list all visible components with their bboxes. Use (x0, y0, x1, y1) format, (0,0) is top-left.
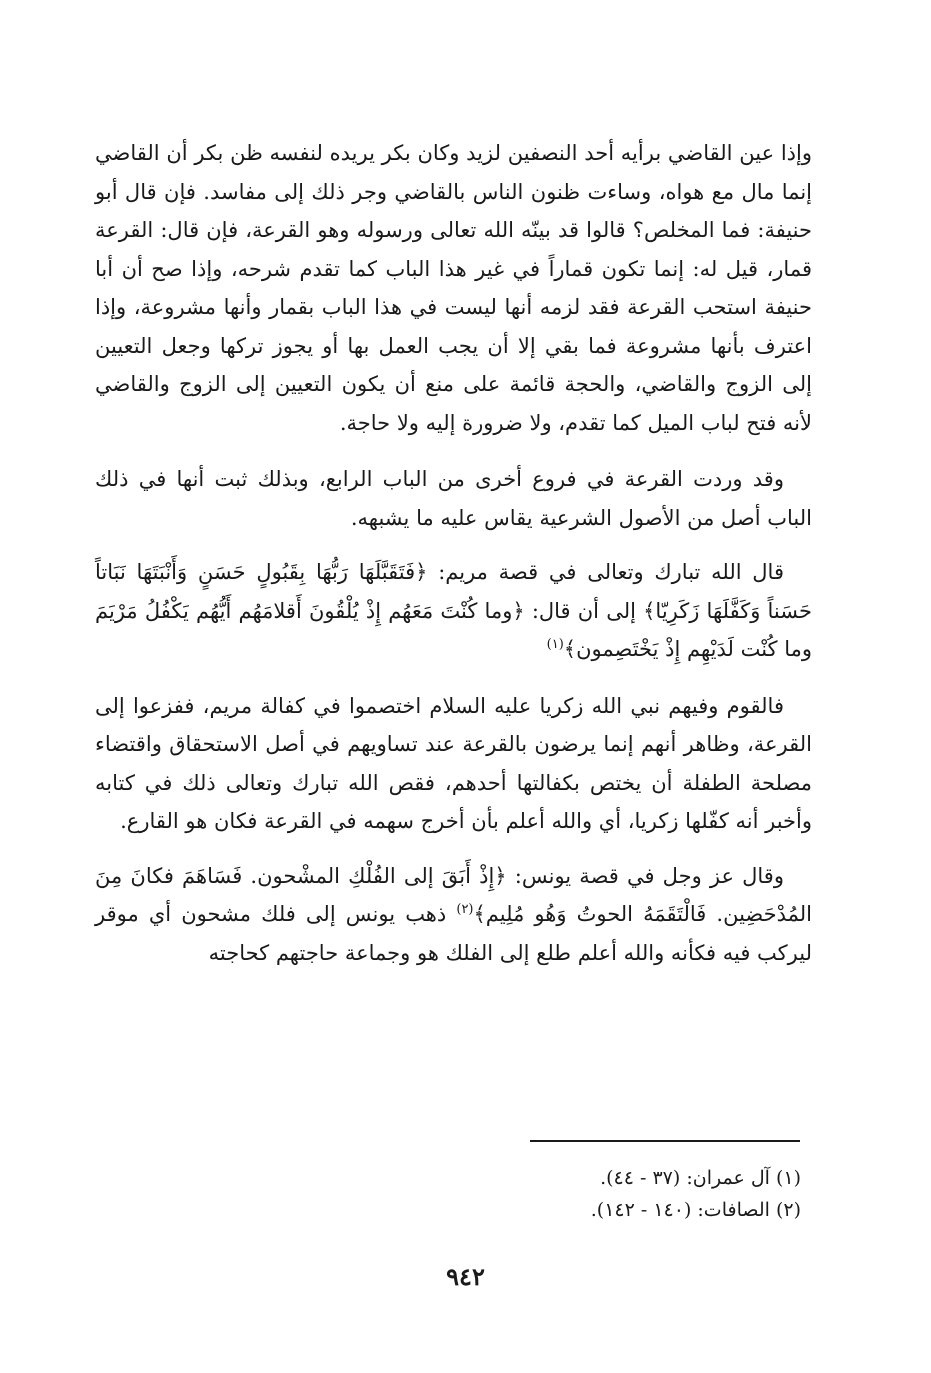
yunus-after: ذهب يونس إلى فلك مشحون أي موقر ليركب فيه فكأنه والله أعلم طلع إلى الفلك هو وجماعة حاجتهم كحاجته (95, 902, 812, 965)
quran-verse-yunus: ﴿إِذْ أَبَقَ إلى الفُلْكِ المشْحون. فَسَاهَمَ فكانَ مِنَ المُدْحَضِين. فَالْتَقَمَهُ الحوتُ وَهُو مُلِيم﴾ (95, 863, 813, 926)
page-number: ٩٤٢ (446, 1262, 485, 1291)
footnote-2: (٢) الصافات: (١٤٠ - ١٤٢). (590, 1199, 801, 1221)
quote-intro: قال الله تبارك وتعالى في قصة مريم: (427, 560, 784, 584)
footnotes-block (301, 1162, 801, 1226)
quote-middle: إلى أن قال: (524, 598, 644, 623)
yunus-intro: وقال عز وجل في قصة يونس: (506, 863, 784, 888)
quran-verse-2: ﴿وما كُنْتَ مَعَهُم إِذْ يُلْقُونَ أَقلامَهُم أَيُّهُم يَكْفُلُ مَرْيَمَ وما كُنْت لَدَيْهِم إِذْ يَخْتَصِمون﴾ (95, 598, 812, 661)
footnote-1: (١) آل عمران: (٣٧ - ٤٤). (600, 1167, 801, 1189)
paragraph-2: وقد وردت القرعة في فروع أخرى من الباب الرابع، وبذلك ثبت أنها في ذلك الباب أصل من الأصول الشرعية يقاس عليه ما يشبهه. (95, 467, 812, 530)
quran-verse-1: ﴿فَتَقَبَّلَهَا رَبُّهَا بِقَبُولٍ حَسَنٍ وَأَنْبَتَهَا نَبَاتاً حَسَناً وَكَفَّلَهَا زَكَرِيّا﴾ (95, 560, 812, 623)
paragraph-maryam-quote (95, 553, 812, 669)
paragraph-1: وإذا عين القاضي برأيه أحد النصفين لزيد وكان بكر يريده لنفسه ظن بكر أن القاضي إنما مال مع هواه، وساءت ظنون الناس بالقاضي وجر ذلك إلى مفاسد. فإن قال أبو حنيفة: فما المخلص؟ قالوا قد بينّه الله تعالى ورسوله وهو القرعة، فإن قال: القرعة قمار، قيل له: إنما تكون قماراً في غير هذا الباب كما تقدم شرحه، وإذا صح أن أبا حنيفة استحب القرعة فقد لزمه أنها ليست في هذا الباب بقمار وأنها مشروعة، وإذا اعترف بأنها مشروعة فما بقي إلا أن يجب العمل بها أو يجوز تركها وجعل التعيين إلى الزوج والقاضي، والحجة قائمة على منع أن يكون التعيين إلى الزوج والقاضي لأنه فتح لباب الميل كما تقدم، ولا ضرورة إليه ولا حاجة. (95, 141, 813, 435)
paragraph-3: فالقوم وفيهم نبي الله زكريا عليه السلام اختصموا في كفالة مريم، ففزعوا إلى القرعة، وظاهر أنهم إنما يرضون بالقرعة عند تساويهم في أصل الاستحقاق واقتضاء مصلحة الطفلة أن يختص بكفالتها أحدهم، فقص الله تبارك وتعالى ذلك في كتابه وأخبر أنه كفّلها زكريا، أي والله أعلم بأن أخرج سهمه في القرعة فكان هو القارع. (95, 693, 812, 833)
main-text-block (95, 134, 812, 972)
footnote-ref-2: (٢) (456, 902, 474, 917)
footnote-ref-1: (١) (546, 637, 564, 652)
footnote-separator (530, 1140, 800, 1142)
paragraph-yunus-quote (95, 857, 812, 973)
